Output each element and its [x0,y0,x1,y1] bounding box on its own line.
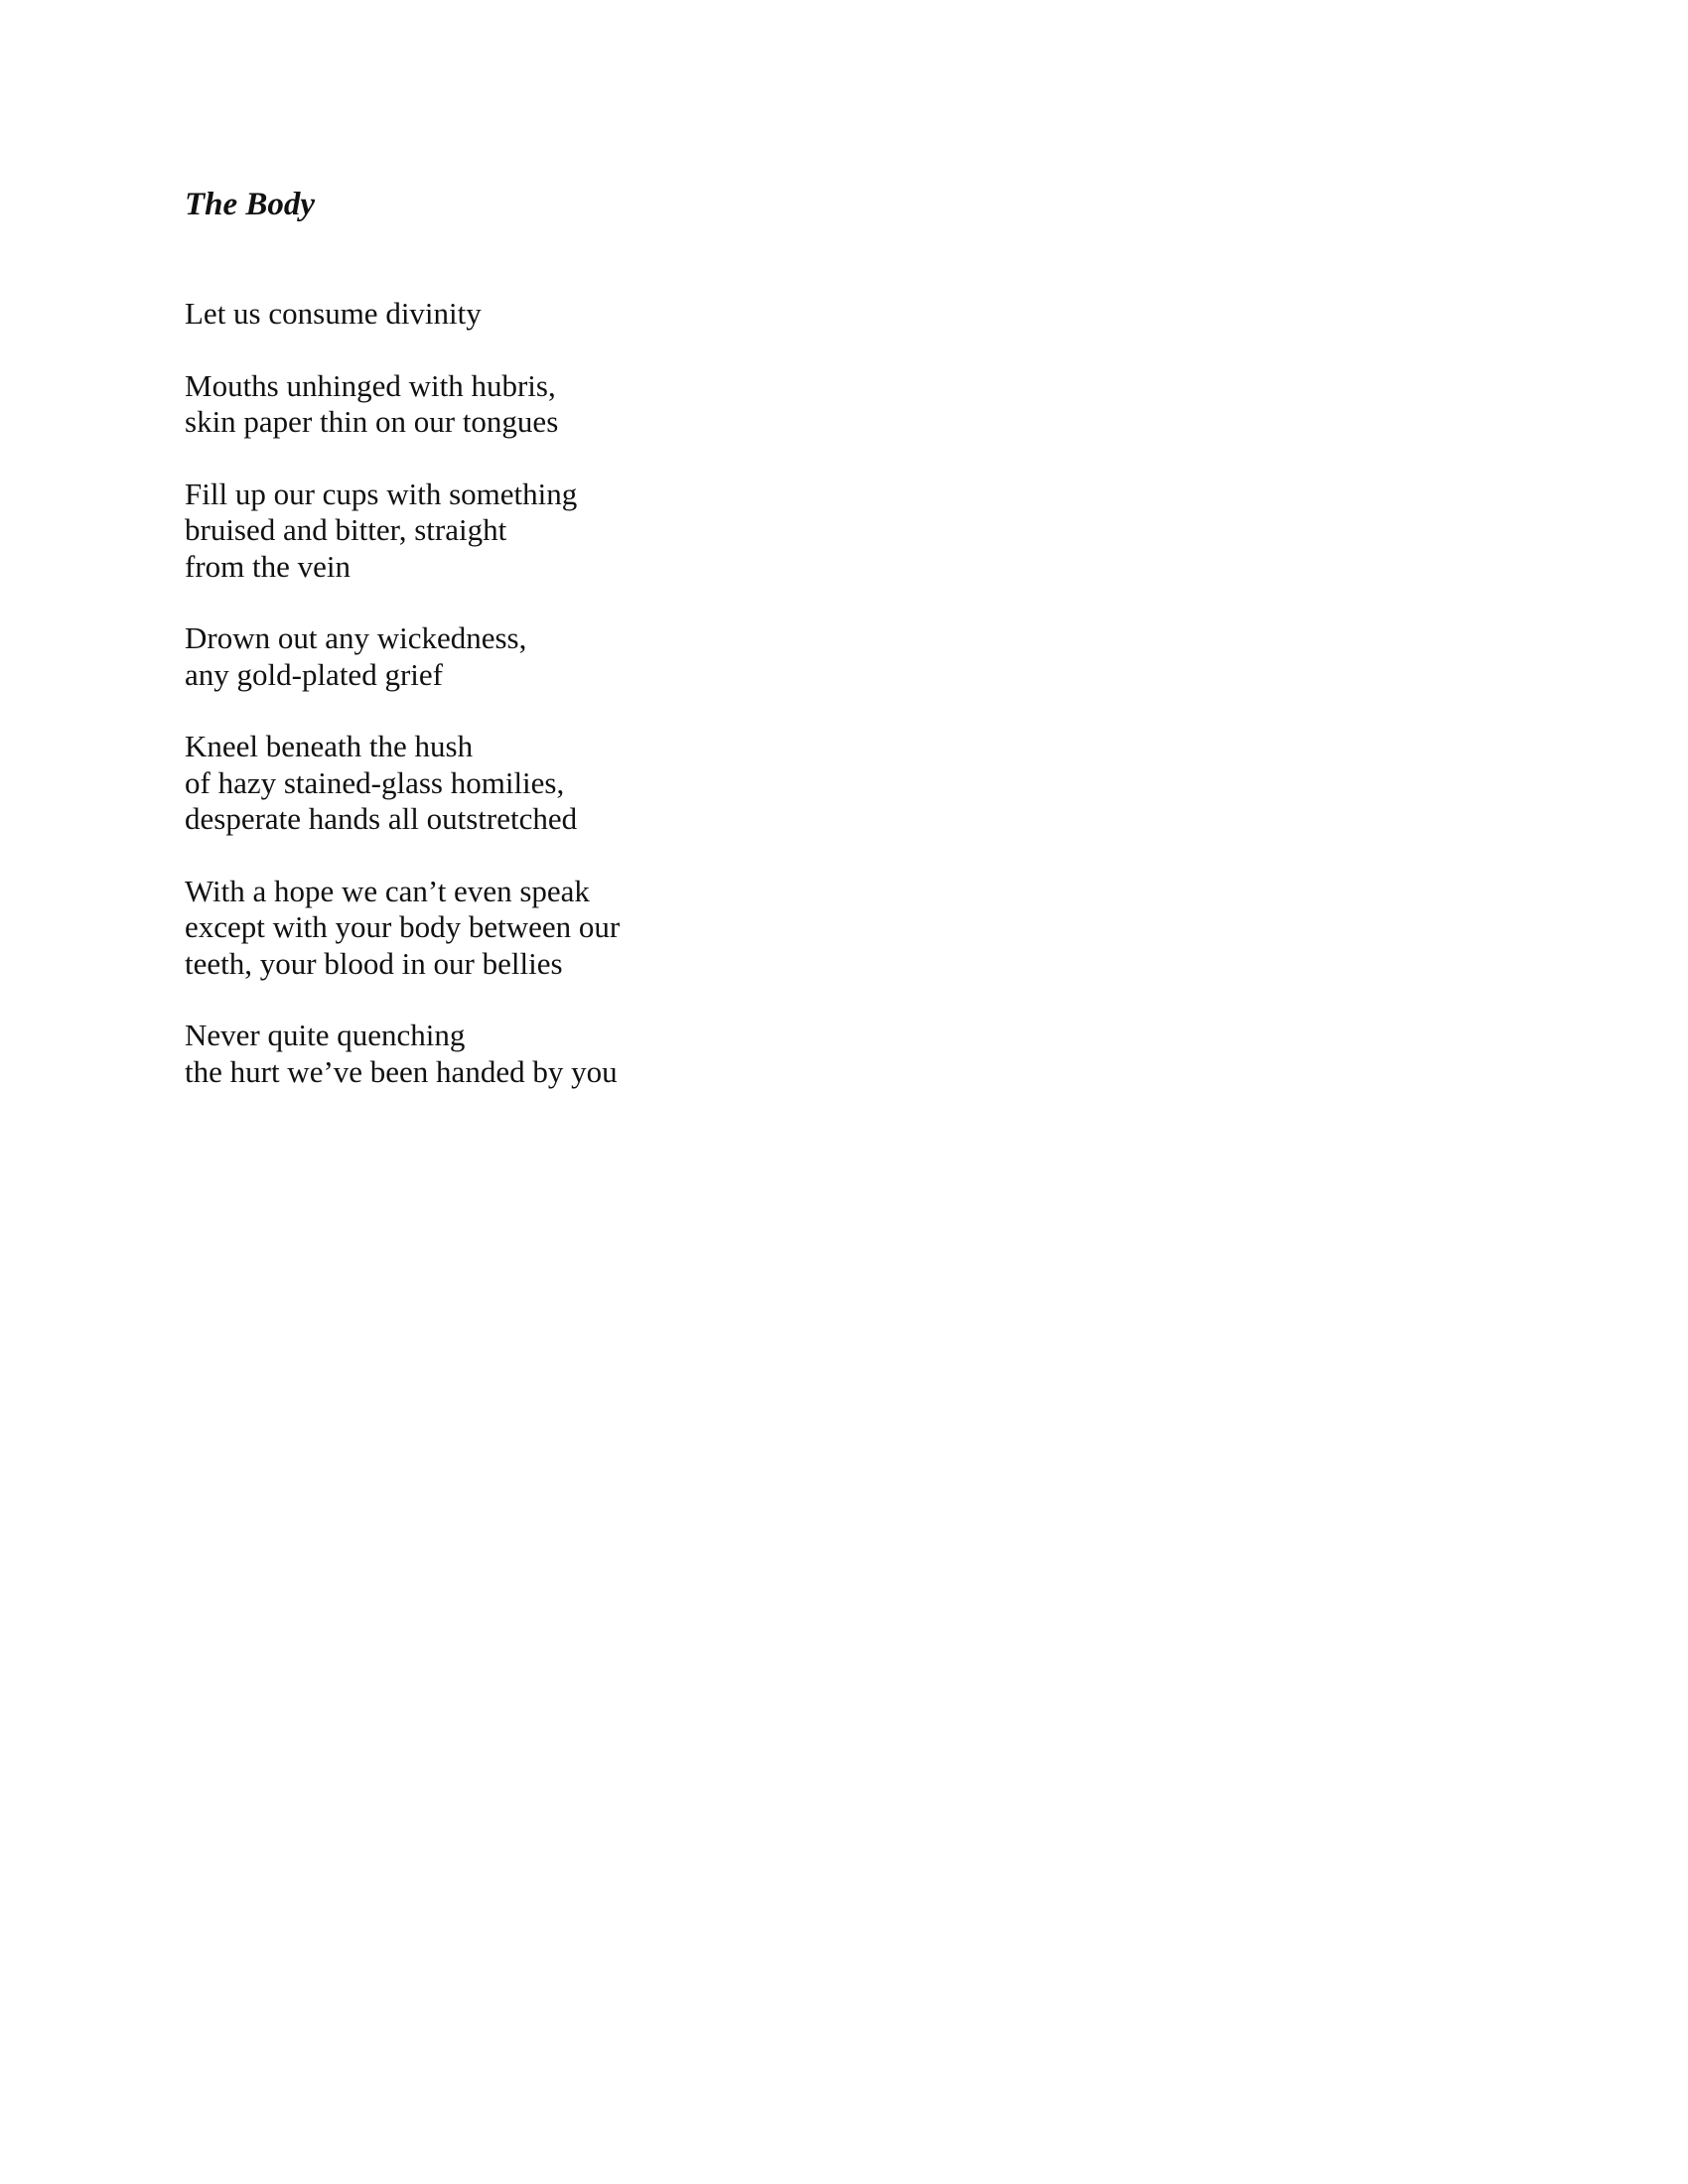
poem-line: bruised and bitter, straight [185,512,507,547]
poem-line: desperate hands all outstretched [185,801,578,836]
poem-line: Kneel beneath the hush [185,729,474,763]
poem-line: except with your body between our [185,909,621,944]
poem-line: from the vein [185,548,352,584]
stanza-3 [185,477,1277,586]
poem-line: skin paper thin on our tongues [185,404,559,439]
stanza-7 [185,1018,1277,1090]
poem-line: teeth, your blood in our bellies [185,945,563,981]
stanza-5 [185,729,1277,838]
poem-title: The Body [185,187,316,222]
stanza-2 [185,368,1277,441]
poem-line: Mouths unhinged with hubris, [185,367,556,403]
poem-line: Fill up our cups with something [185,476,578,511]
stanza-1 [185,296,1277,333]
poem-line: any gold-plated grief [185,656,443,692]
poem-line: the hurt we’ve been handed by you [185,1053,618,1089]
stanza-4 [185,620,1277,693]
poem [185,185,1277,1126]
poem-line: Let us consume divinity [185,296,482,331]
stanza-6 [185,874,1277,983]
poem-line: of hazy stained-glass homilies, [185,764,565,800]
poem-line: Drown out any wickedness, [185,620,527,655]
poem-line: Never quite quenching [185,1018,466,1052]
poem-line: With a hope we can’t even speak [185,873,590,908]
